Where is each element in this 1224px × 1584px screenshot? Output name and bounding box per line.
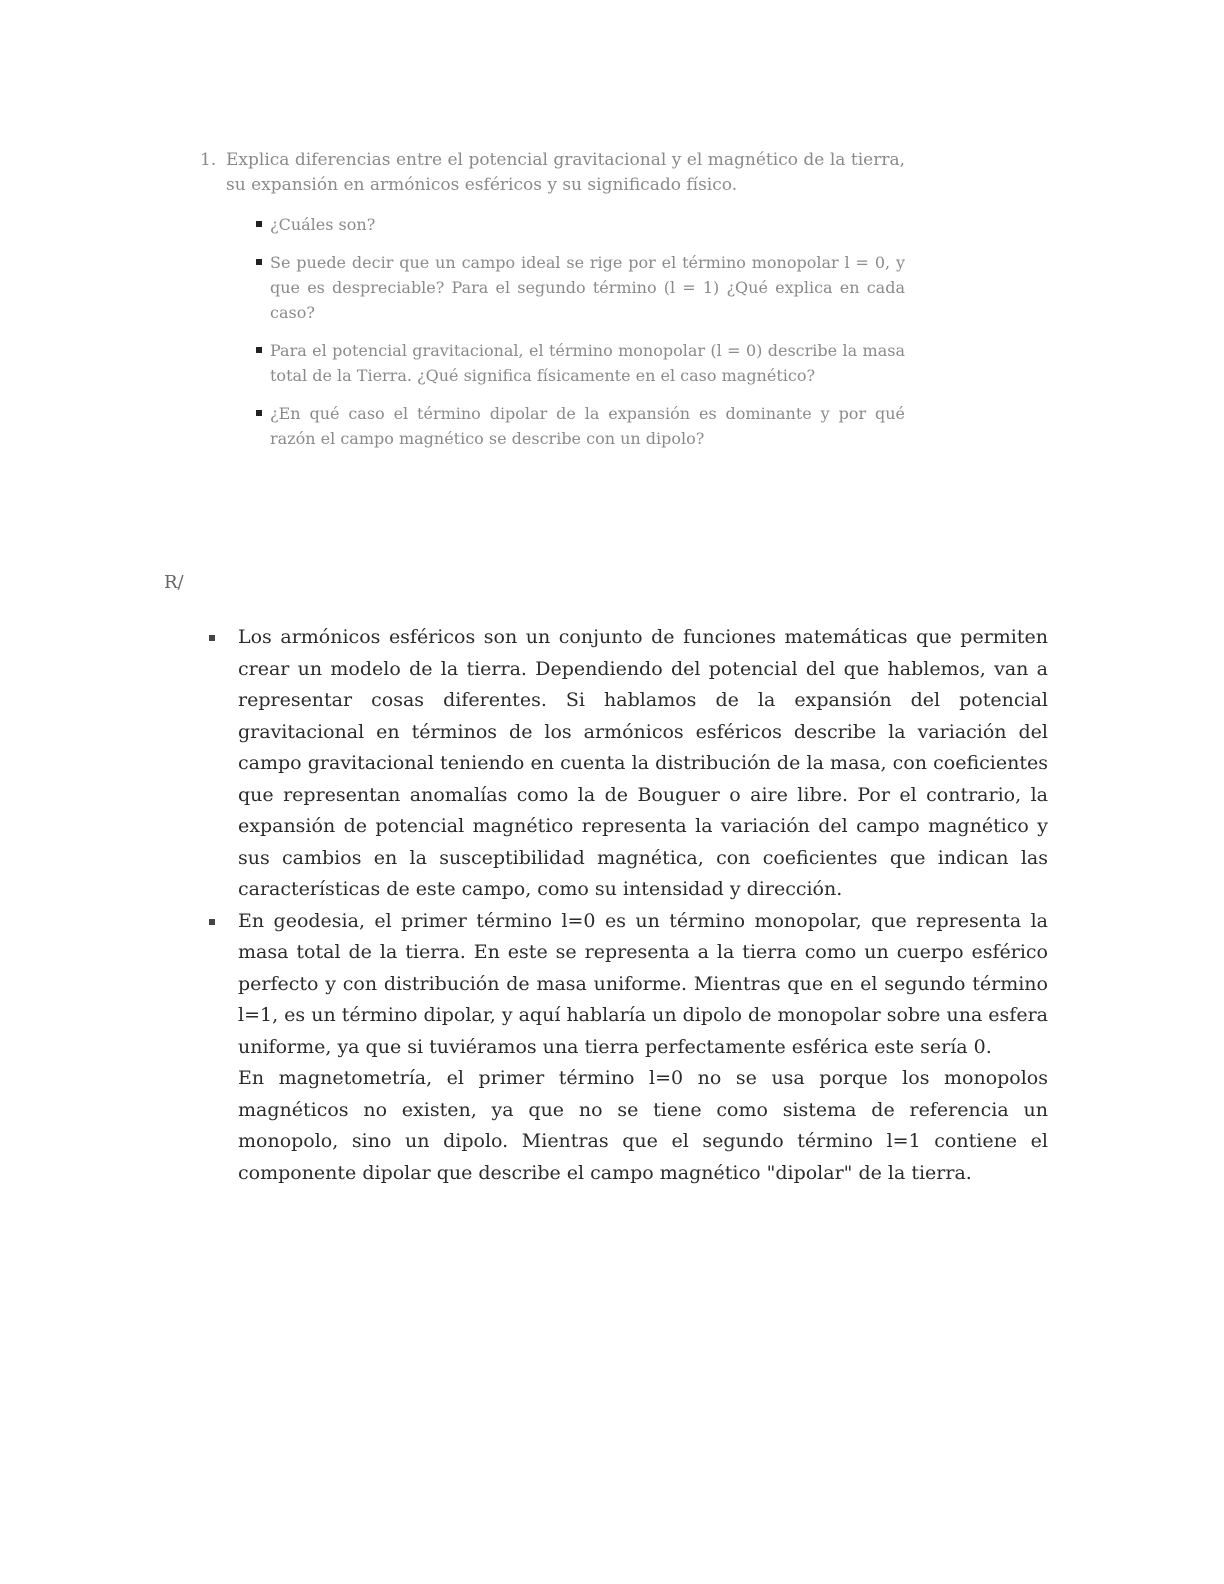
answer-paragraph: En geodesia, el primer término l=0 es un término monopolar, que representa la masa total de la tierra. En este se representa a la tierra como un cuerpo esférico perfecto y con distribución de masa uniforme. Mientras que en el segundo término l=1, es un término dipolar, y aquí hablaría un dipolo de monopolar sobre una esfera uniforme, ya que si tuviéramos una tierra perfectamente esférica este sería 0. xyxy=(238,909,1048,1058)
question-text: Explica diferencias entre el potencial gravitacional y el magnético de la tierra, su expansión en armónicos esféricos y su significado físico. xyxy=(226,150,905,195)
question-block xyxy=(200,148,905,464)
answer-list xyxy=(200,622,1048,1189)
list-item xyxy=(270,250,905,325)
question-number: 1. xyxy=(200,150,217,170)
list-item xyxy=(270,338,905,388)
question-sub-list xyxy=(200,212,905,451)
answer-paragraph: En magnetometría, el primer término l=0 no se usa porque los monopolos magnéticos no existen, ya que no se tiene como sistema de referencia un monopolo, sino un dipolo. Mientras que el segundo término l=1 contiene el componente dipolar que describe el campo magnético "dipolar" de la tierra. xyxy=(238,1067,1048,1184)
answer-item xyxy=(238,622,1048,906)
answer-block xyxy=(200,622,1048,1189)
list-item-text: ¿Cuáles son? xyxy=(270,215,376,234)
list-item-text: ¿En qué caso el término dipolar de la expansión es dominante y por qué razón el campo magnético se describe con un dipolo? xyxy=(270,404,905,448)
bullet-icon xyxy=(256,347,262,353)
list-item-text: Para el potencial gravitacional, el término monopolar (l = 0) describe la masa total de la Tierra. ¿Qué significa físicamente en el caso magnético? xyxy=(270,341,905,385)
list-item xyxy=(270,401,905,451)
answer-item xyxy=(238,906,1048,1190)
bullet-icon xyxy=(209,919,215,925)
list-item-text: Se puede decir que un campo ideal se rige por el término monopolar l = 0, y que es despreciable? Para el segundo término (l = 1) ¿Qué explica en cada caso? xyxy=(270,253,905,322)
bullet-icon xyxy=(256,410,262,416)
bullet-icon xyxy=(209,635,215,641)
bullet-icon xyxy=(256,259,262,265)
answer-paragraph: Los armónicos esféricos son un conjunto de funciones matemáticas que permiten crear un modelo de la tierra. Dependiendo del potencial del que hablemos, van a representar cosas diferentes. Si hablamos de la expansión del potencial gravitacional en términos de los armónicos esféricos describe la variación del campo gravitacional teniendo en cuenta la distribución de la masa, con coeficientes que representan anomalías como la de Bouguer o aire libre. Por el contrario, la expansión de potencial magnético representa la variación del campo magnético y sus cambios en la susceptibilidad magnética, con coeficientes que indican las características de este campo, como su intensidad y dirección. xyxy=(238,626,1048,900)
list-item xyxy=(270,212,905,237)
response-label: R/ xyxy=(164,572,184,593)
bullet-icon xyxy=(256,221,262,227)
